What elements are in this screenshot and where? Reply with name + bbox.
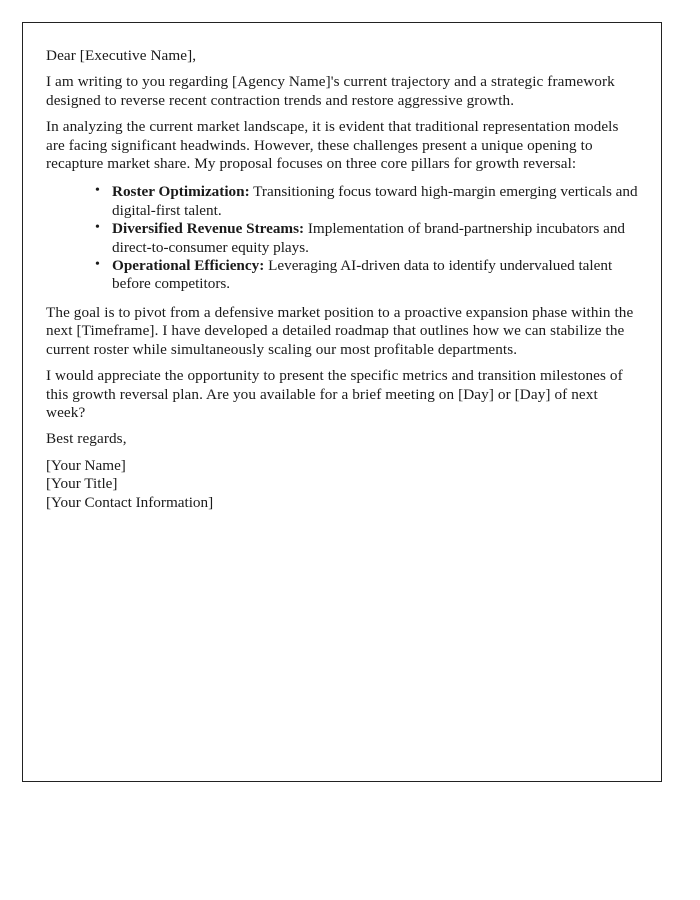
- paragraph-market-analysis: In analyzing the current market landscape, it is evident that traditional representation models are facing significant headwinds. However, these challenges present a unique opening to recapture market share. My proposal focuses on three core pillars for growth reversal:: [46, 118, 619, 173]
- list-item: [95, 257, 639, 294]
- bullet-label: Roster Optimization:: [112, 183, 250, 201]
- bullet-text: Transitioning focus toward high-margin emerging verticals and digital-first talent.: [112, 183, 638, 219]
- list-item: [95, 183, 639, 220]
- signature-contact: [Your Contact Information]: [46, 493, 214, 511]
- closing-salutation: Best regards,: [46, 430, 127, 448]
- letter-page: [22, 22, 662, 782]
- signature-name: [Your Name]: [46, 456, 126, 474]
- bullet-label: Diversified Revenue Streams:: [112, 220, 305, 238]
- paragraph-goal: The goal is to pivot from a defensive market position to a proactive expansion phase within the next [Timeframe]. I have developed a detailed roadmap that outlines how we can stabilize the current roster while simultaneously scaling our most profitable departments.: [46, 303, 634, 358]
- letter-content: [23, 23, 661, 512]
- signature-title: [Your Title]: [46, 475, 118, 493]
- list-item: [95, 220, 639, 257]
- paragraph-request: I would appreciate the opportunity to present the specific metrics and transition milestones of this growth reversal plan. Are you available for a brief meeting on [Day] or [Day] of next week?: [46, 367, 623, 421]
- growth-pillars-list: [46, 183, 639, 293]
- signature-block: [46, 457, 639, 512]
- bullet-text: Implementation of brand-partnership incubators and direct-to-consumer equity plays.: [112, 220, 626, 256]
- paragraph-intro: I am writing to you regarding [Agency Name]'s current trajectory and a strategic framework designed to reverse recent contraction trends and restore aggressive growth.: [46, 73, 615, 109]
- salutation: Dear [Executive Name],: [46, 47, 197, 64]
- bullet-label: Operational Efficiency:: [112, 257, 265, 275]
- bullet-text: Leveraging AI-driven data to identify undervalued talent before competitors.: [112, 257, 613, 293]
